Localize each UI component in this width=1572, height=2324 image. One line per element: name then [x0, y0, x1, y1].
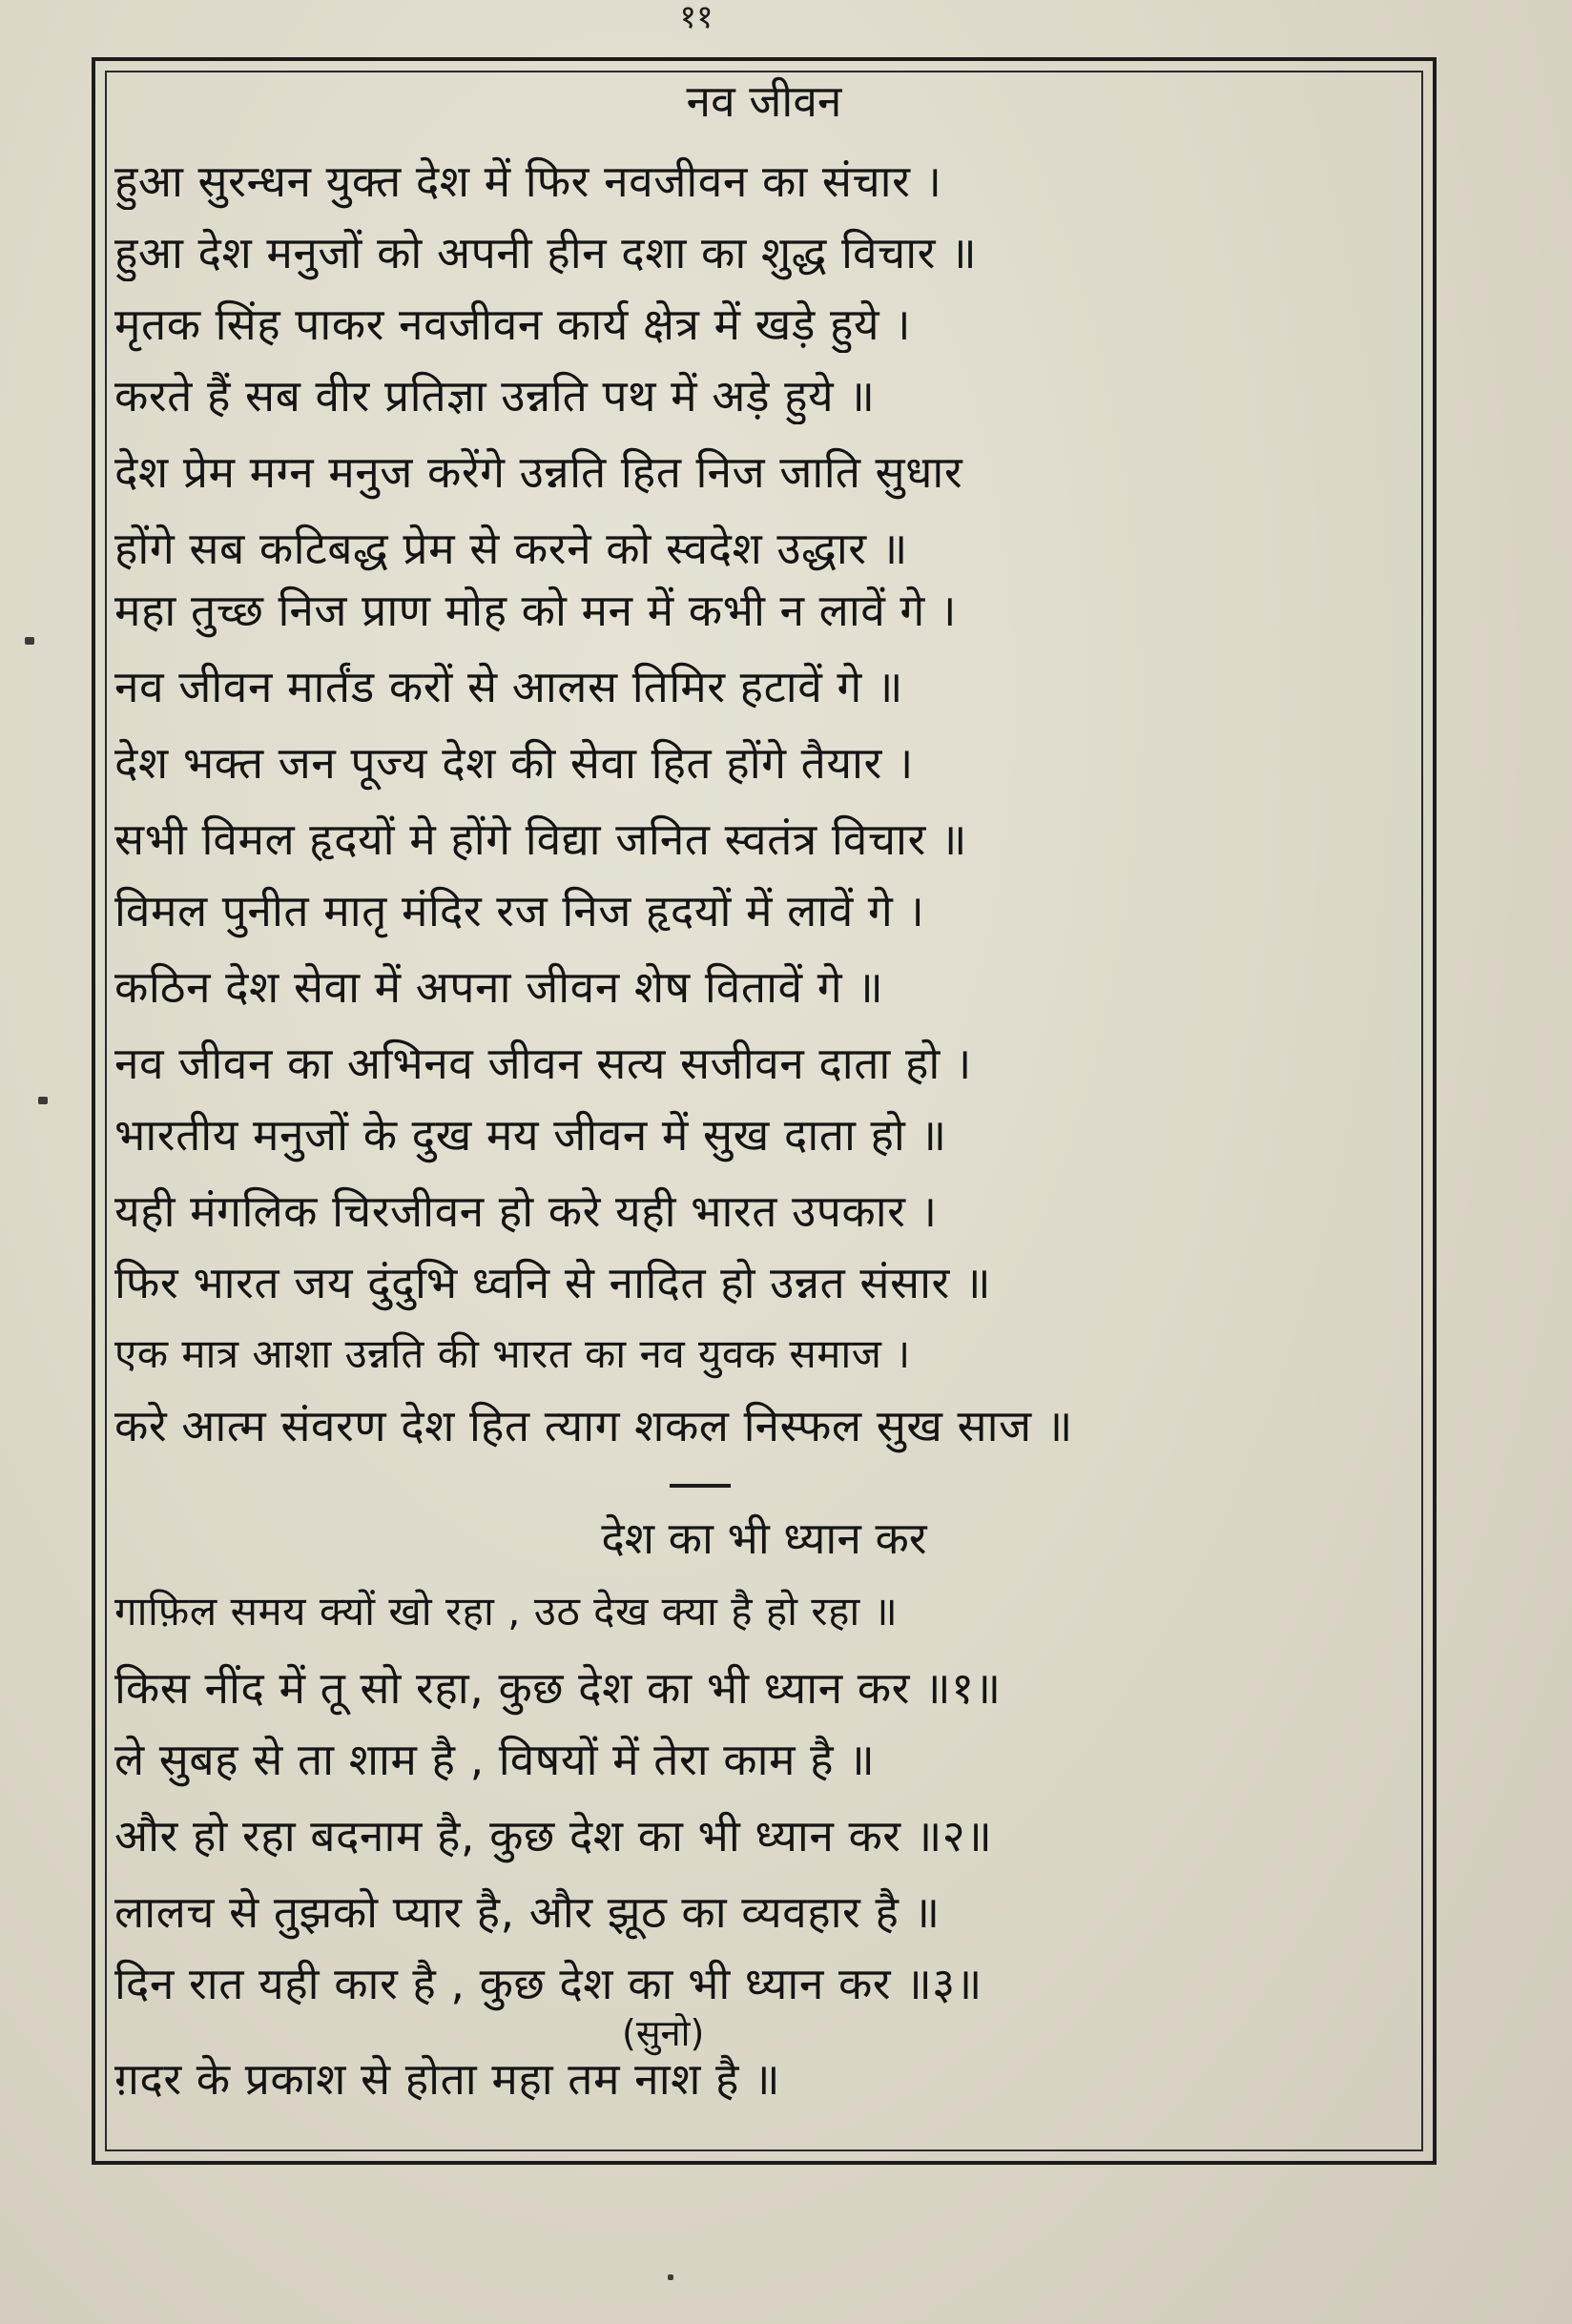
poem-title-desh-ka-bhi-dhyan-kar: देश का भी ध्यान कर: [601, 1512, 927, 1564]
poem1-line: एक मात्र आशा उन्नति की भारत का नव युवक समाज ।: [114, 1330, 911, 1377]
poem2-line: ग़दर के प्रकाश से होता महा तम नाश है ॥: [114, 2053, 781, 2105]
poem1-line: नव जीवन मार्तंड करों से आलस तिमिर हटावें गे ॥: [114, 661, 903, 712]
poem2-line: ले सुबह से ता शाम है , विषयों में तेरा काम है ॥: [114, 1734, 876, 1785]
poem1-line: देश प्रेम मग्न मनुज करेंगे उन्नति हित निज जाति सुधार: [114, 446, 963, 498]
ink-speck: [38, 1097, 48, 1104]
poem1-line: नव जीवन का अभिनव जीवन सत्य सजीवन दाता हो ।: [114, 1038, 972, 1089]
poem-title-nav-jeevan: नव जीवन: [686, 75, 842, 127]
page-number: ११: [679, 0, 714, 36]
section-divider: [670, 1484, 731, 1488]
poem1-line: हुआ देश मनुजों को अपनी हीन दशा का शुद्ध विचार ॥: [114, 227, 978, 278]
poem1-line: मृतक सिंह पाकर नवजीवन कार्य क्षेत्र में खड़े हुये ।: [114, 298, 912, 350]
interlinear-annotation: (सुनो): [622, 2012, 705, 2054]
poem1-line: सभी विमल हृदयों मे होंगे विद्या जनित स्वतंत्र विचार ॥: [114, 813, 967, 865]
poem1-line: करते हैं सब वीर प्रतिज्ञा उन्नति पथ में अड़े हुये ॥: [114, 370, 876, 422]
poem1-line: महा तुच्छ निज प्राण मोह को मन में कभी न लावें गे ।: [114, 585, 957, 636]
poem2-line: किस नींद में तू सो रहा, कुछ देश का भी ध्यान कर ॥१॥: [114, 1662, 1002, 1714]
poem1-line: देश भक्त जन पूज्य देश की सेवा हित होंगे तैयार ।: [114, 737, 914, 789]
poem1-line: विमल पुनीत मातृ मंदिर रज निज हृदयों में लावें गे ।: [114, 885, 925, 936]
poem1-line: कठिन देश सेवा में अपना जीवन शेष वितावें गे ॥: [114, 961, 884, 1013]
poem1-line: यही मंगलिक चिरजीवन हो करे यही भारत उपकार ।: [114, 1185, 938, 1237]
poem1-line: होंगे सब कटिबद्ध प्रेम से करने को स्वदेश उद्धार ॥: [114, 523, 908, 574]
poem2-line: दिन रात यही कार है , कुछ देश का भी ध्यान कर ॥३॥: [114, 1958, 982, 2009]
poem2-line: लालच से तुझको प्यार है, और झूठ का व्यवहार है ॥: [114, 1886, 941, 1938]
ink-speck: [668, 2274, 673, 2280]
poem2-line: और हो रहा बदनाम है, कुछ देश का भी ध्यान कर ॥२॥: [114, 1810, 993, 1861]
poem1-line: करे आत्म संवरण देश हित त्याग शकल निस्फल सुख साज ॥: [114, 1400, 1073, 1451]
poem1-line: भारतीय मनुजों के दुख मय जीवन में सुख दाता हो ॥: [114, 1109, 947, 1161]
poem2-line: गाफ़िल समय क्यों खो रहा , उठ देख क्या है हो रहा ॥: [114, 1588, 899, 1635]
ink-speck: [25, 637, 34, 645]
poem1-line: हुआ सुरन्धन युक्त देश में फिर नवजीवन का संचार ।: [114, 155, 942, 207]
poem1-line: फिर भारत जय दुंदुभि ध्वनि से नादित हो उन्नत संसार ॥: [114, 1257, 991, 1308]
